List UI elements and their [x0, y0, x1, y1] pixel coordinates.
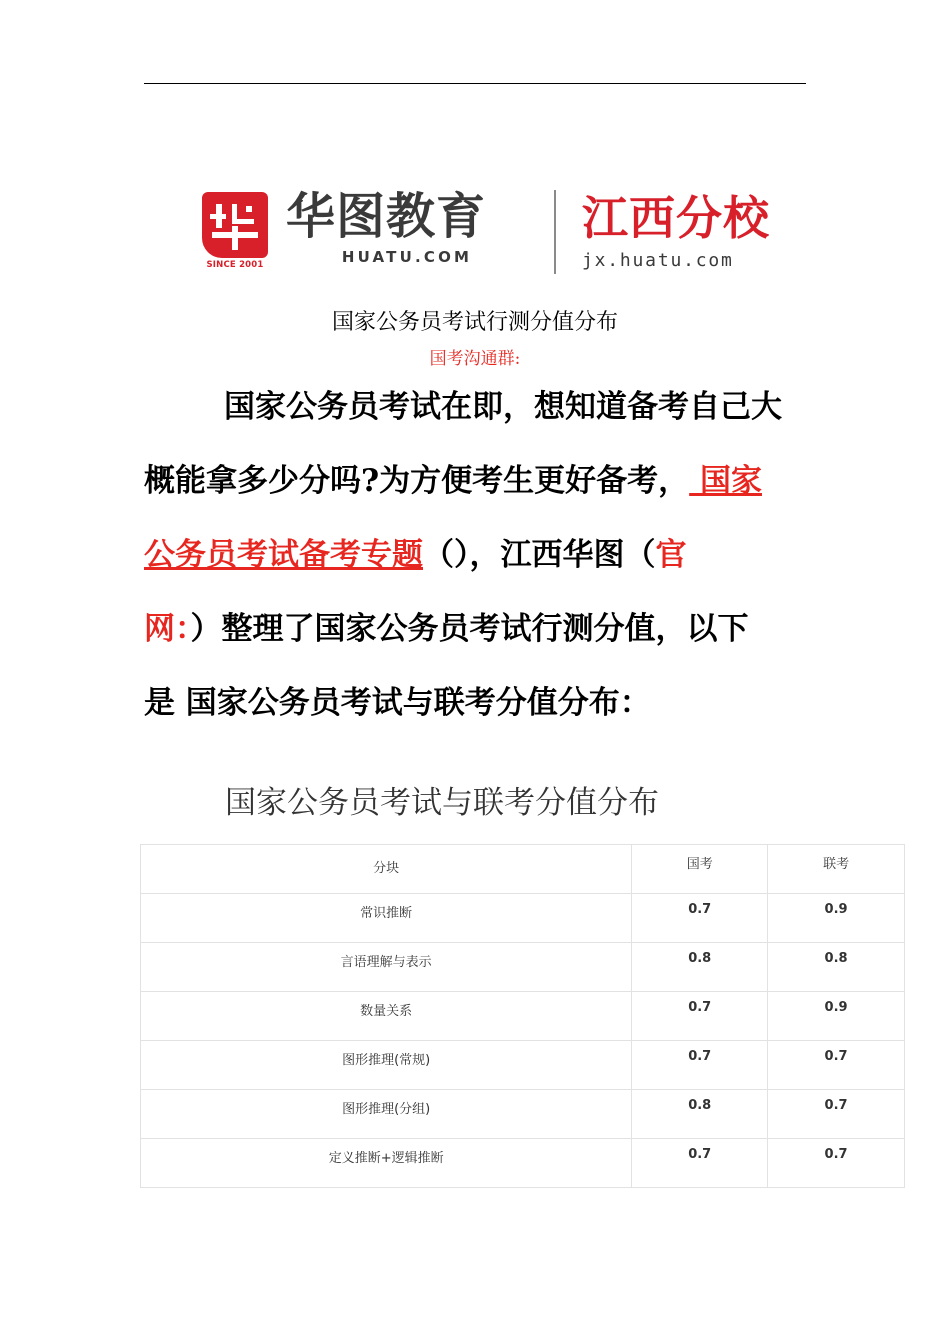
paragraph-text: ）整理了国家公务员考试行测分值，以下 — [190, 611, 749, 647]
cell-block: 图形推理(常规) — [141, 1041, 632, 1090]
logo-divider — [554, 190, 556, 274]
topic-link[interactable]: 国家 — [689, 463, 762, 499]
table-row — [141, 1090, 905, 1139]
logo-since-text: SINCE 2001 — [206, 260, 264, 270]
table-row — [141, 943, 905, 992]
paragraph-line-5: 是 国家公务员考试与联考分值分布： — [144, 685, 651, 721]
paragraph-line-2 — [144, 444, 806, 518]
topic-link-continued[interactable]: 公务员考试备考专题 — [144, 537, 423, 573]
cell-national: 0.7 — [632, 1041, 768, 1090]
header-national: 国考 — [632, 845, 768, 894]
huatu-logo — [202, 186, 782, 278]
cell-block: 数量关系 — [141, 992, 632, 1041]
header-joint: 联考 — [768, 845, 905, 894]
table-row — [141, 1041, 905, 1090]
cell-joint: 0.8 — [768, 943, 905, 992]
logo-domain: HUATU.COM — [341, 248, 473, 266]
cell-joint: 0.7 — [768, 1041, 905, 1090]
header-rule — [144, 83, 806, 84]
cell-national: 0.8 — [632, 943, 768, 992]
logo-branch-name: 江西分校 — [582, 191, 770, 245]
cell-national: 0.7 — [632, 1139, 768, 1188]
official-site-label: 官 — [655, 537, 687, 573]
cell-joint: 0.9 — [768, 894, 905, 943]
table-header-row — [141, 845, 905, 894]
table-row — [141, 992, 905, 1041]
cell-block: 言语理解与表示 — [141, 943, 632, 992]
cell-block: 常识推断 — [141, 894, 632, 943]
cell-national: 0.7 — [632, 894, 768, 943]
table-row — [141, 894, 905, 943]
cell-joint: 0.7 — [768, 1090, 905, 1139]
paragraph-line-3 — [144, 518, 806, 592]
group-label: 国考沟通群: — [429, 349, 521, 369]
cell-block: 图形推理(分组) — [141, 1090, 632, 1139]
cell-national: 0.8 — [632, 1090, 768, 1139]
header-block: 分块 — [141, 845, 632, 894]
cell-joint: 0.9 — [768, 992, 905, 1041]
table-row — [141, 1139, 905, 1188]
cell-national: 0.7 — [632, 992, 768, 1041]
intro-paragraph — [144, 370, 806, 740]
table-title: 国家公务员考试与联考分值分布 — [225, 785, 659, 821]
logo-branch-domain: jx.huatu.com — [582, 250, 734, 271]
official-site-label-continued: 网： — [144, 611, 191, 647]
score-table — [140, 844, 905, 1188]
huatu-logo-mark-icon — [202, 192, 268, 258]
paragraph-text: （），江西华图（ — [423, 537, 656, 573]
cell-joint: 0.7 — [768, 1139, 905, 1188]
paragraph-line-4 — [144, 592, 806, 666]
document-title: 国家公务员考试行测分值分布 — [331, 310, 618, 335]
logo-brand-name: 华图教育 — [286, 188, 487, 245]
paragraph-line-1: 国家公务员考试在即，想知道备考自己大 — [224, 389, 782, 425]
paragraph-text: 概能拿多少分吗?为方便考生更好备考， — [144, 463, 690, 499]
cell-block: 定义推断+逻辑推断 — [141, 1139, 632, 1188]
